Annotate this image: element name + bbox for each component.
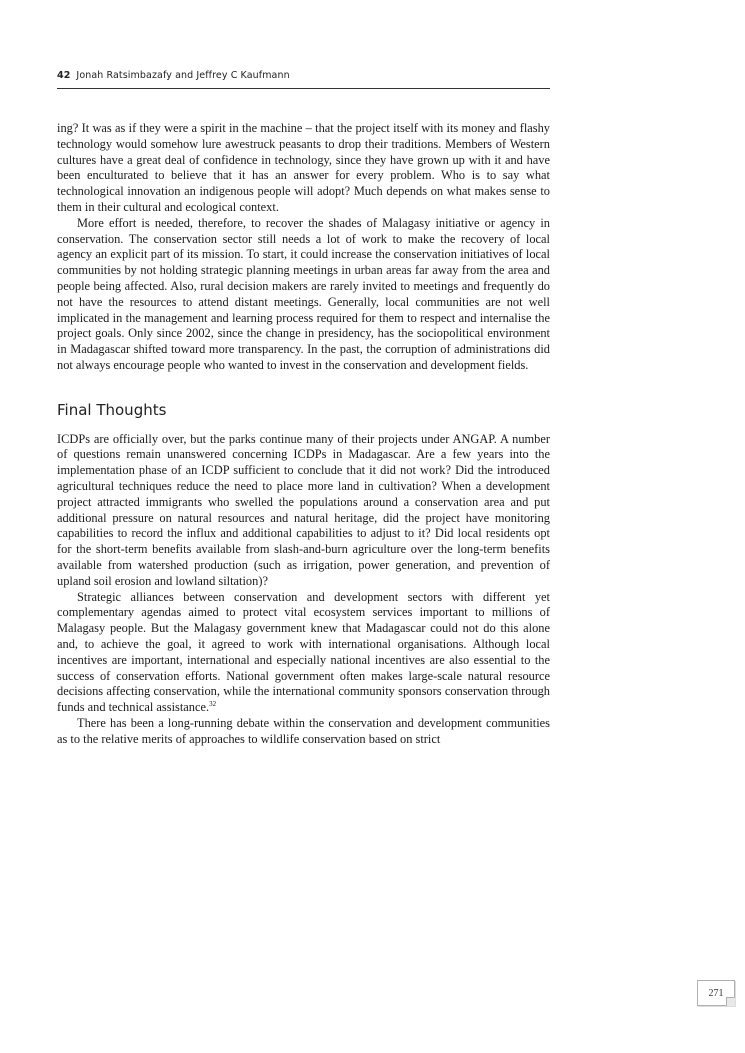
paragraph: ing? It was as if they were a spirit in the machine – that the project itself with its money and flashy technology would somehow lure awestruck peasants to drop their traditions. Members of Western cultures have a great deal of confidence in technology, since they have grown up with it and have been enculturated to believe that it has an answer for every problem. Who is to say what technological innovation an indigenous people will adopt? Much depends on what makes sense to them in their cultural and ecological context. bbox=[57, 121, 550, 214]
body-text bbox=[57, 121, 550, 747]
header-rule bbox=[57, 88, 550, 89]
paragraph-with-footnote bbox=[57, 590, 550, 716]
folio-page-number: 271 bbox=[697, 980, 735, 1006]
running-head bbox=[57, 70, 550, 81]
footnote-marker[interactable]: 32 bbox=[209, 700, 217, 709]
paragraph: There has been a long-running debate within the conservation and development communities as to the relative merits of approaches to wildlife conservation based on strict bbox=[57, 715, 550, 746]
page-number: 42 bbox=[57, 70, 71, 81]
section-heading: Final Thoughts bbox=[57, 400, 167, 419]
running-head-authors: Jonah Ratsimbazafy and Jeffrey C Kaufmann bbox=[76, 70, 290, 81]
paragraph-text: Strategic alliances between conservation and development sectors with different yet complementary agendas aimed to protect vital ecosystem services important to millions of Malagasy people. But the Malagasy government knew that Madagascar could not do this alone and, to achieve the goal, it agreed to work with international organisations. Although local incentives are important, international and especially national incentives are also essential to the success of conservation efforts. National government often makes large-scale natural resource decisions affecting conservation, while the international community sponsors conservation through funds and technical assistance. bbox=[57, 589, 550, 715]
paragraph: More effort is needed, therefore, to recover the shades of Malagasy initiative or agency in conservation. The conservation sector still needs a lot of work to make the recovery of local agency an explicit part of its mission. To start, it could increase the conservation initiatives of local communities by not holding strategic planning meetings in urban areas far away from the area and people being affected. Also, rural decision makers are rarely invited to meetings and frequently do not have the resources to attend distant meetings. Generally, local communities are not well implicated in the management and learning process required for them to respect and internalise the project goals. Only since 2002, since the change in presidency, has the sociopolitical environment in Madagascar shifted toward more transparency. In the past, the corruption of administrations did not always encourage people who wanted to invest in the conservation and development fields. bbox=[57, 215, 550, 372]
paragraph: ICDPs are officially over, but the parks continue many of their projects under ANGAP. A number of questions remain unanswered concerning ICDPs in Madagascar. Are a few years into the implementation phase of an ICDP sufficient to conclude that it did not work? Did the introduced agricultural techniques reduce the need to place more land in cultivation? When a development project attracted immigrants who swelled the populations around a conservation area and put additional pressure on natural resources and natural heritage, did the project have monitoring capabilities to record the influx and additional capabilities to adjust to it? Did local residents opt for the short-term benefits available from slash-and-burn agriculture over the long-term benefits available from watershed production (such as irrigation, power generation, and prevention of upland soil erosion and lowland siltation)? bbox=[57, 431, 550, 588]
